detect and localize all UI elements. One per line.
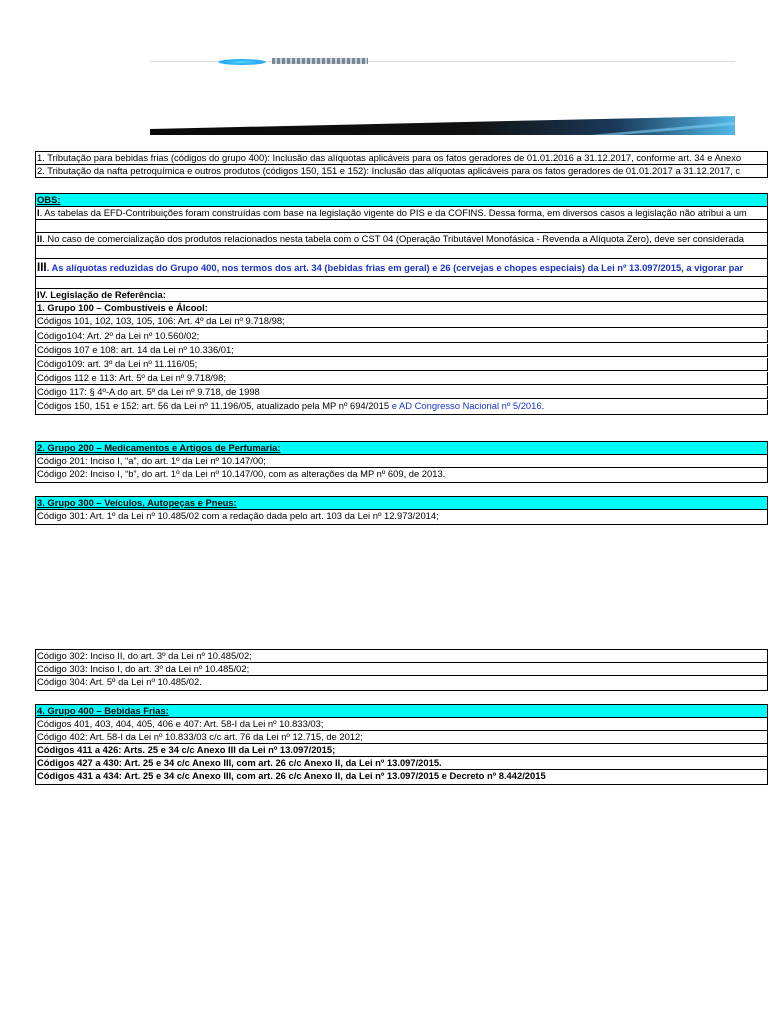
group-100-item: Código104: Art. 2º da Lei nº 10.560/02; (35, 330, 768, 343)
obs-item-i (35, 207, 768, 220)
obs-ii-num: II (37, 233, 43, 244)
group-300-item: Código 302: Inciso II, do art. 3º da Lei nº 10.485/02; (35, 649, 768, 663)
group-400-item-bold: Códigos 411 a 426: Arts. 25 e 34 c/c Anexo III da Lei nº 13.097/2015; (35, 744, 768, 757)
note-2: 2. Tributação da nafta petroquímica e outros produtos (códigos 150, 151 e 152): Inclusão das alíquotas aplicáveis para os fatos geradores de 01.01.2017 a 31.12.2017, c (35, 165, 768, 178)
group-400-title: 4. Grupo 400 – Bebidas Frias: (35, 704, 768, 718)
group-300-item: Código 301: Art. 1º da Lei nº 10.485/02 com a redação dada pelo art. 103 da Lei nº 12.973/2014; (35, 510, 768, 525)
group-200-item: Código 201: Inciso I, “a”, do art. 1º da Lei nº 10.147/00; (35, 455, 768, 468)
group-100-item: Códigos 112 e 113: Art. 5º da Lei nº 9.718/98; (35, 372, 768, 385)
group-300-item: Código 303: Inciso I, do art. 3º da Lei nº 10.485/02; (35, 663, 768, 676)
obs-spacer-2 (35, 246, 768, 259)
obs-item-iii (35, 259, 768, 277)
ad-congresso-link[interactable]: e AD Congresso Nacional nº 5/2016 (389, 400, 542, 411)
obs-title (35, 193, 768, 207)
obs-i-text: . As tabelas da EFD-Contribuições foram construídas com base na legislação vigente do PIS e da COFINS. Dessa forma, em diversos casos a legislação não atribui a um (39, 207, 747, 218)
group-100-item: Códigos 107 e 108: art. 14 da Lei nº 10.336/01; (35, 344, 768, 357)
group-400-item: Códigos 401, 403, 404, 405, 406 e 407: Art. 58-I da Lei nº 10.833/03; (35, 718, 768, 731)
obs-ii-text: . No caso de comercialização dos produtos relacionados nesta tabela com o CST 04 (Operação Tributável Monofásica - Revenda a Alíquota Zero), deve ser considerada (42, 233, 744, 244)
group-100-item-last (35, 400, 768, 415)
obs-iii-text: . As alíquotas reduzidas do Grupo 400, nos termos dos art. 34 (bebidas frias em geral) e 26 (cervejas e chopes especiais) da Lei nº 13.097/2015, a vigorar par (46, 262, 744, 273)
group-400-item: Código 402: Art. 58-I da Lei nº 10.833/03 c/c art. 76 da Lei nº 12.715, de 2012; (35, 731, 768, 744)
obs-spacer-1 (35, 220, 768, 233)
header-banner (150, 116, 735, 135)
group-200-title: 2. Grupo 200 – Medicamentos e Artigos de Perfumaria: (35, 441, 768, 455)
group-100-item: Código109: art. 3º da Lei nº 11.116/05; (35, 358, 768, 371)
g100-last-end: . (541, 400, 545, 411)
obs-spacer-3 (35, 277, 768, 289)
legislacao-title: IV. Legislação de Referência: (35, 289, 768, 302)
group-100-item: Códigos 101, 102, 103, 105, 106: Art. 4º da Lei nº 9.718/98; (35, 315, 768, 328)
group-300-item: Código 304: Art. 5º da Lei nº 10.485/02. (35, 676, 768, 691)
group-200-item: Código 202: Inciso I, “b”, do art. 1º da Lei nº 10.147/00, com as alterações da MP nº 609, de 2013. (35, 468, 768, 483)
group-100-item: Código 117: § 4º-A do art. 5º da Lei nº 9.718, de 1998 (35, 386, 768, 399)
note-1: 1. Tributação para bebidas frias (códigos do grupo 400): Inclusão das alíquotas aplicáveis para os fatos geradores de 01.01.2016 a 31.12.2017, conforme art. 34 e Anexo (35, 151, 768, 165)
logo-wordmark (272, 58, 368, 64)
group-400-item-bold: Códigos 431 a 434: Art. 25 e 34 c/c Anexo III, com art. 26 c/c Anexo II, da Lei nº 13.097/2015 e Decreto nº 8.442/2015 (35, 770, 768, 785)
obs-iii-num: III (37, 262, 47, 274)
g100-last-text: Códigos 150, 151 e 152: art. 56 da Lei nº 11.196/05, atualizado pela MP nº 694/2015 (37, 400, 390, 411)
obs-item-ii (35, 233, 768, 246)
obs-i-num: I (37, 207, 40, 218)
logo-mark (218, 59, 266, 65)
group-400-item-bold: Códigos 427 a 430: Art. 25 e 34 c/c Anexo III, com art. 26 c/c Anexo II, da Lei nº 13.097/2015. (35, 757, 768, 770)
group-100-title: 1. Grupo 100 – Combustíveis e Álcool: (35, 302, 768, 315)
obs-title-text: OBS: (37, 194, 61, 205)
group-300-title: 3. Grupo 300 – Veículos, Autopeças e Pneus: (35, 496, 768, 510)
